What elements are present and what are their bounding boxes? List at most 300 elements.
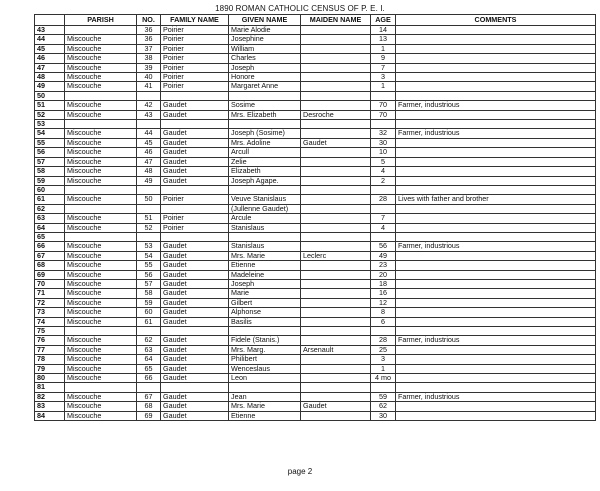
table-row: [35, 298, 596, 307]
cell-family-name: [161, 204, 229, 213]
cell-family-name: Poirier: [161, 73, 229, 82]
cell-age: 30: [371, 411, 396, 420]
cell-row-number: 49: [35, 82, 65, 91]
cell-comments: [396, 35, 596, 44]
cell-parish: Miscouche: [65, 129, 137, 138]
cell-maiden-name: [301, 392, 371, 401]
cell-comments: [396, 82, 596, 91]
cell-given-name: [229, 232, 301, 241]
cell-maiden-name: [301, 54, 371, 63]
cell-no: 39: [137, 63, 161, 72]
table-row: [35, 270, 596, 279]
table-row: [35, 26, 596, 35]
cell-age: 4: [371, 167, 396, 176]
cell-parish: Miscouche: [65, 270, 137, 279]
table-row: [35, 242, 596, 251]
cell-family-name: Gaudet: [161, 345, 229, 354]
cell-row-number: 70: [35, 279, 65, 288]
header-parish: PARISH: [65, 15, 137, 26]
cell-parish: Miscouche: [65, 214, 137, 223]
cell-comments: [396, 289, 596, 298]
cell-age: 28: [371, 336, 396, 345]
cell-row-number: 46: [35, 54, 65, 63]
table-row: [35, 223, 596, 232]
cell-no: 48: [137, 167, 161, 176]
cell-row-number: 54: [35, 129, 65, 138]
cell-row-number: 68: [35, 261, 65, 270]
cell-family-name: Poirier: [161, 54, 229, 63]
table-row: [35, 232, 596, 241]
table-row: [35, 91, 596, 100]
cell-parish: Miscouche: [65, 44, 137, 53]
cell-age: 8: [371, 308, 396, 317]
table-row: [35, 374, 596, 383]
cell-row-number: 61: [35, 195, 65, 204]
cell-parish: Miscouche: [65, 289, 137, 298]
cell-given-name: Arcull: [229, 148, 301, 157]
document-title: 1890 ROMAN CATHOLIC CENSUS OF P. E. I.: [215, 4, 385, 13]
cell-age: 7: [371, 214, 396, 223]
cell-no: 69: [137, 411, 161, 420]
table-row: [35, 411, 596, 420]
cell-parish: Miscouche: [65, 261, 137, 270]
cell-parish: Miscouche: [65, 411, 137, 420]
cell-given-name: Honore: [229, 73, 301, 82]
cell-age: 56: [371, 242, 396, 251]
cell-family-name: Gaudet: [161, 298, 229, 307]
cell-no: [137, 185, 161, 194]
cell-family-name: Poirier: [161, 195, 229, 204]
cell-parish: Miscouche: [65, 374, 137, 383]
cell-comments: [396, 270, 596, 279]
cell-parish: [65, 120, 137, 129]
table-row: [35, 383, 596, 392]
cell-family-name: Poirier: [161, 214, 229, 223]
cell-no: 40: [137, 73, 161, 82]
header-row-number: [35, 15, 65, 26]
cell-row-number: 43: [35, 26, 65, 35]
cell-age: 1: [371, 82, 396, 91]
cell-given-name: Margaret Anne: [229, 82, 301, 91]
cell-parish: Miscouche: [65, 138, 137, 147]
cell-family-name: Gaudet: [161, 402, 229, 411]
table-row: [35, 204, 596, 213]
cell-comments: [396, 167, 596, 176]
cell-given-name: Arcule: [229, 214, 301, 223]
cell-comments: [396, 110, 596, 119]
table-row: [35, 129, 596, 138]
cell-no: 66: [137, 374, 161, 383]
cell-age: 20: [371, 270, 396, 279]
cell-no: 41: [137, 82, 161, 91]
cell-comments: [396, 383, 596, 392]
table-row: [35, 73, 596, 82]
cell-maiden-name: [301, 223, 371, 232]
table-row: [35, 261, 596, 270]
cell-comments: [396, 402, 596, 411]
table-row: [35, 176, 596, 185]
cell-age: 4 mo: [371, 374, 396, 383]
cell-parish: Miscouche: [65, 298, 137, 307]
cell-no: 50: [137, 195, 161, 204]
cell-comments: [396, 364, 596, 373]
cell-no: 62: [137, 336, 161, 345]
cell-parish: Miscouche: [65, 242, 137, 251]
table-row: [35, 355, 596, 364]
cell-given-name: Charles: [229, 54, 301, 63]
cell-age: 1: [371, 44, 396, 53]
cell-maiden-name: [301, 364, 371, 373]
cell-family-name: Gaudet: [161, 242, 229, 251]
cell-maiden-name: [301, 185, 371, 194]
cell-row-number: 80: [35, 374, 65, 383]
cell-maiden-name: [301, 289, 371, 298]
cell-comments: [396, 298, 596, 307]
cell-age: 28: [371, 195, 396, 204]
cell-row-number: 76: [35, 336, 65, 345]
table-row: [35, 317, 596, 326]
cell-age: 12: [371, 298, 396, 307]
cell-parish: Miscouche: [65, 402, 137, 411]
cell-family-name: [161, 120, 229, 129]
cell-maiden-name: [301, 91, 371, 100]
cell-comments: Farmer, industrious: [396, 392, 596, 401]
cell-parish: Miscouche: [65, 317, 137, 326]
cell-maiden-name: [301, 129, 371, 138]
cell-no: 60: [137, 308, 161, 317]
cell-no: 38: [137, 54, 161, 63]
cell-comments: [396, 345, 596, 354]
header-age: AGE: [371, 15, 396, 26]
cell-comments: [396, 54, 596, 63]
cell-family-name: Gaudet: [161, 138, 229, 147]
cell-given-name: Marie: [229, 289, 301, 298]
cell-family-name: Gaudet: [161, 392, 229, 401]
cell-no: 51: [137, 214, 161, 223]
cell-maiden-name: Leclerc: [301, 251, 371, 260]
cell-maiden-name: [301, 270, 371, 279]
cell-family-name: [161, 185, 229, 194]
cell-maiden-name: [301, 261, 371, 270]
cell-row-number: 65: [35, 232, 65, 241]
cell-parish: Miscouche: [65, 364, 137, 373]
cell-maiden-name: [301, 374, 371, 383]
cell-no: 59: [137, 298, 161, 307]
cell-comments: [396, 261, 596, 270]
cell-parish: [65, 327, 137, 336]
cell-given-name: Joseph Agape.: [229, 176, 301, 185]
cell-given-name: Leon: [229, 374, 301, 383]
cell-no: [137, 204, 161, 213]
cell-no: [137, 232, 161, 241]
cell-parish: Miscouche: [65, 336, 137, 345]
cell-given-name: Veuve Stanislaus: [229, 195, 301, 204]
cell-age: [371, 120, 396, 129]
cell-given-name: Stanislaus: [229, 242, 301, 251]
cell-family-name: Poirier: [161, 63, 229, 72]
cell-parish: Miscouche: [65, 223, 137, 232]
cell-age: 23: [371, 261, 396, 270]
cell-maiden-name: [301, 411, 371, 420]
cell-comments: [396, 251, 596, 260]
cell-comments: [396, 73, 596, 82]
cell-row-number: 84: [35, 411, 65, 420]
cell-row-number: 66: [35, 242, 65, 251]
cell-row-number: 71: [35, 289, 65, 298]
cell-maiden-name: [301, 157, 371, 166]
cell-age: 3: [371, 73, 396, 82]
cell-maiden-name: Arsenault: [301, 345, 371, 354]
cell-no: 65: [137, 364, 161, 373]
cell-row-number: 62: [35, 204, 65, 213]
cell-row-number: 48: [35, 73, 65, 82]
cell-maiden-name: [301, 279, 371, 288]
table-row: [35, 110, 596, 119]
cell-parish: Miscouche: [65, 279, 137, 288]
cell-no: [137, 120, 161, 129]
cell-age: 32: [371, 129, 396, 138]
cell-row-number: 75: [35, 327, 65, 336]
table-row: [35, 345, 596, 354]
table-row: [35, 148, 596, 157]
cell-no: 67: [137, 392, 161, 401]
cell-comments: [396, 223, 596, 232]
cell-row-number: 64: [35, 223, 65, 232]
cell-maiden-name: [301, 63, 371, 72]
cell-parish: [65, 232, 137, 241]
cell-comments: [396, 214, 596, 223]
cell-row-number: 69: [35, 270, 65, 279]
cell-age: [371, 383, 396, 392]
header-comments: COMMENTS: [396, 15, 596, 26]
cell-comments: Farmer, industrious: [396, 101, 596, 110]
cell-age: 9: [371, 54, 396, 63]
cell-parish: Miscouche: [65, 308, 137, 317]
cell-parish: Miscouche: [65, 73, 137, 82]
cell-given-name: [229, 91, 301, 100]
cell-row-number: 50: [35, 91, 65, 100]
cell-comments: [396, 308, 596, 317]
cell-family-name: Gaudet: [161, 148, 229, 157]
cell-given-name: Etienne: [229, 411, 301, 420]
cell-family-name: Poirier: [161, 35, 229, 44]
cell-no: 42: [137, 101, 161, 110]
cell-age: 4: [371, 223, 396, 232]
cell-family-name: Gaudet: [161, 129, 229, 138]
cell-family-name: Gaudet: [161, 364, 229, 373]
cell-row-number: 57: [35, 157, 65, 166]
cell-family-name: Gaudet: [161, 317, 229, 326]
cell-given-name: Joseph: [229, 63, 301, 72]
cell-age: 13: [371, 35, 396, 44]
cell-maiden-name: [301, 355, 371, 364]
cell-age: 18: [371, 279, 396, 288]
table-row: [35, 364, 596, 373]
cell-no: 44: [137, 129, 161, 138]
cell-no: 63: [137, 345, 161, 354]
cell-maiden-name: [301, 204, 371, 213]
cell-no: 68: [137, 402, 161, 411]
cell-parish: Miscouche: [65, 101, 137, 110]
cell-comments: [396, 327, 596, 336]
table-row: [35, 279, 596, 288]
cell-age: 30: [371, 138, 396, 147]
cell-comments: Farmer, industrious: [396, 129, 596, 138]
cell-family-name: Poirier: [161, 44, 229, 53]
census-table: [34, 14, 596, 421]
cell-given-name: William: [229, 44, 301, 53]
cell-comments: Farmer, industrious: [396, 242, 596, 251]
cell-age: 2: [371, 176, 396, 185]
cell-given-name: [229, 327, 301, 336]
cell-no: 52: [137, 223, 161, 232]
cell-parish: Miscouche: [65, 195, 137, 204]
cell-given-name: Mrs. Elizabeth: [229, 110, 301, 119]
cell-no: 54: [137, 251, 161, 260]
cell-comments: [396, 138, 596, 147]
table-row: [35, 54, 596, 63]
cell-maiden-name: [301, 82, 371, 91]
cell-no: 55: [137, 261, 161, 270]
cell-given-name: Sosime: [229, 101, 301, 110]
table-row: [35, 392, 596, 401]
cell-parish: Miscouche: [65, 176, 137, 185]
cell-no: 61: [137, 317, 161, 326]
cell-age: 70: [371, 101, 396, 110]
cell-family-name: Gaudet: [161, 167, 229, 176]
cell-family-name: [161, 91, 229, 100]
cell-age: [371, 204, 396, 213]
table-row: [35, 336, 596, 345]
cell-given-name: [229, 383, 301, 392]
cell-row-number: 63: [35, 214, 65, 223]
cell-given-name: Fidele (Stanis.): [229, 336, 301, 345]
cell-maiden-name: [301, 101, 371, 110]
cell-row-number: 83: [35, 402, 65, 411]
cell-no: 64: [137, 355, 161, 364]
cell-row-number: 59: [35, 176, 65, 185]
cell-comments: [396, 204, 596, 213]
cell-given-name: (Jullenne Gaudet): [229, 204, 301, 213]
cell-family-name: Gaudet: [161, 355, 229, 364]
cell-maiden-name: [301, 327, 371, 336]
cell-family-name: Gaudet: [161, 308, 229, 317]
cell-given-name: Etienne: [229, 261, 301, 270]
cell-row-number: 60: [35, 185, 65, 194]
cell-maiden-name: [301, 148, 371, 157]
header-family-name: FAMILY NAME: [161, 15, 229, 26]
cell-comments: Lives with father and brother: [396, 195, 596, 204]
cell-given-name: Josephine: [229, 35, 301, 44]
cell-row-number: 55: [35, 138, 65, 147]
cell-age: 6: [371, 317, 396, 326]
table-row: [35, 63, 596, 72]
cell-family-name: Gaudet: [161, 251, 229, 260]
cell-comments: [396, 279, 596, 288]
table-row: [35, 327, 596, 336]
cell-row-number: 73: [35, 308, 65, 317]
cell-comments: [396, 411, 596, 420]
cell-given-name: Wenceslaus: [229, 364, 301, 373]
cell-age: [371, 91, 396, 100]
cell-age: [371, 327, 396, 336]
cell-age: 1: [371, 364, 396, 373]
cell-parish: Miscouche: [65, 355, 137, 364]
cell-comments: [396, 26, 596, 35]
cell-family-name: Poirier: [161, 82, 229, 91]
cell-comments: [396, 176, 596, 185]
cell-family-name: [161, 327, 229, 336]
cell-parish: [65, 91, 137, 100]
cell-comments: [396, 148, 596, 157]
cell-given-name: Joseph (Sosime): [229, 129, 301, 138]
cell-parish: [65, 185, 137, 194]
cell-given-name: Gilbert: [229, 298, 301, 307]
cell-row-number: 47: [35, 63, 65, 72]
cell-family-name: Gaudet: [161, 157, 229, 166]
cell-parish: [65, 26, 137, 35]
table-row: [35, 251, 596, 260]
cell-comments: [396, 63, 596, 72]
cell-maiden-name: [301, 44, 371, 53]
cell-family-name: Gaudet: [161, 270, 229, 279]
cell-maiden-name: [301, 336, 371, 345]
cell-row-number: 58: [35, 167, 65, 176]
cell-family-name: Gaudet: [161, 336, 229, 345]
page-footer: page 2: [287, 467, 313, 476]
cell-maiden-name: [301, 242, 371, 251]
cell-parish: Miscouche: [65, 167, 137, 176]
cell-age: 59: [371, 392, 396, 401]
cell-family-name: Poirier: [161, 26, 229, 35]
cell-maiden-name: [301, 26, 371, 35]
cell-row-number: 51: [35, 101, 65, 110]
cell-row-number: 44: [35, 35, 65, 44]
cell-given-name: Alphonse: [229, 308, 301, 317]
cell-given-name: Mrs. Marie: [229, 402, 301, 411]
cell-age: 7: [371, 63, 396, 72]
cell-maiden-name: [301, 232, 371, 241]
cell-parish: Miscouche: [65, 345, 137, 354]
cell-parish: Miscouche: [65, 54, 137, 63]
cell-comments: [396, 355, 596, 364]
table-row: [35, 195, 596, 204]
cell-family-name: [161, 383, 229, 392]
cell-given-name: Joseph: [229, 279, 301, 288]
cell-age: 16: [371, 289, 396, 298]
cell-given-name: Mrs. Marg.: [229, 345, 301, 354]
cell-maiden-name: [301, 73, 371, 82]
cell-age: [371, 185, 396, 194]
cell-comments: Farmer, industrious: [396, 336, 596, 345]
cell-given-name: [229, 185, 301, 194]
cell-given-name: Marie Alodie: [229, 26, 301, 35]
cell-parish: Miscouche: [65, 35, 137, 44]
cell-comments: [396, 185, 596, 194]
cell-age: 14: [371, 26, 396, 35]
cell-no: 37: [137, 44, 161, 53]
cell-age: 49: [371, 251, 396, 260]
cell-age: [371, 232, 396, 241]
cell-given-name: Mrs. Marie: [229, 251, 301, 260]
table-row: [35, 44, 596, 53]
cell-given-name: Zelie: [229, 157, 301, 166]
table-row: [35, 214, 596, 223]
cell-row-number: 74: [35, 317, 65, 326]
cell-no: 36: [137, 35, 161, 44]
header-given-name: GIVEN NAME: [229, 15, 301, 26]
header-maiden-name: MAIDEN NAME: [301, 15, 371, 26]
